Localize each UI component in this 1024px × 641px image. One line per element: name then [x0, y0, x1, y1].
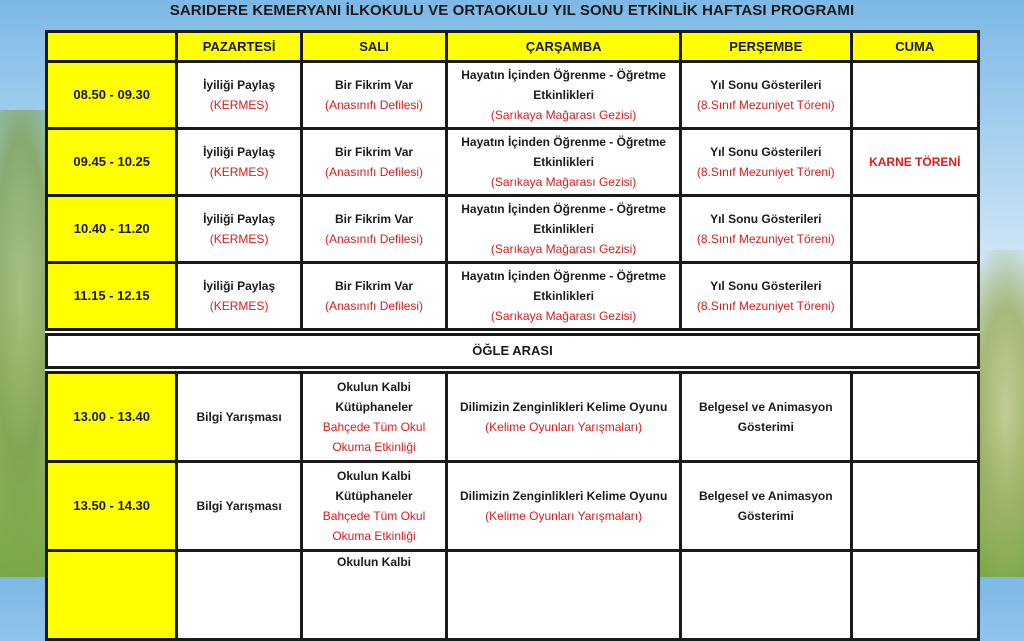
- monday-cell: Bilgi Yarışması: [177, 373, 301, 462]
- monday-cell: İyiliği Paylaş (KERMES): [177, 129, 301, 196]
- thursday-cell: Belgesel ve Animasyon Gösterimi: [681, 373, 852, 462]
- tuesday-cell: Bir Fikrim Var (Anasınıfı Defilesi): [301, 196, 446, 263]
- table-row: [47, 62, 979, 129]
- table-row: [47, 551, 979, 640]
- table-row: [47, 196, 979, 263]
- monday-cell: İyiliği Paylaş (KERMES): [177, 62, 301, 129]
- wednesday-cell: Hayatın İçinden Öğrenme - Öğretme Etkinlikleri (Sarıkaya Mağarası Gezisi): [447, 196, 681, 263]
- wednesday-cell: Dilimizin Zenginlikleri Kelime Oyunu (Kelime Oyunları Yarışmaları): [447, 462, 681, 551]
- tuesday-cell: Okulun Kalbi Kütüphaneler Bahçede Tüm Okul Okuma Etkinliği: [301, 462, 446, 551]
- time-cell: 08.50 - 09.30: [47, 62, 177, 129]
- time-cell: 09.45 - 10.25: [47, 129, 177, 196]
- thursday-cell: Yıl Sonu Gösterileri (8.Sınıf Mezuniyet Töreni): [681, 263, 852, 330]
- lunch-label: ÖĞLE ARASI: [47, 335, 979, 368]
- friday-cell: [851, 196, 978, 263]
- schedule-table: [45, 30, 980, 641]
- header-wednesday: ÇARŞAMBA: [447, 32, 681, 62]
- thursday-cell: Yıl Sonu Gösterileri (8.Sınıf Mezuniyet Töreni): [681, 196, 852, 263]
- thursday-cell: Yıl Sonu Gösterileri (8.Sınıf Mezuniyet Töreni): [681, 62, 852, 129]
- header-friday: CUMA: [851, 32, 978, 62]
- time-cell: [47, 551, 177, 640]
- header-thursday: PERŞEMBE: [681, 32, 852, 62]
- wednesday-cell: Dilimizin Zenginlikleri Kelime Oyunu (Kelime Oyunları Yarışmaları): [447, 373, 681, 462]
- karne-toreni-label: KARNE TÖRENİ: [869, 155, 961, 169]
- thursday-cell: Yıl Sonu Gösterileri (8.Sınıf Mezuniyet Töreni): [681, 129, 852, 196]
- header-row: [47, 32, 979, 62]
- time-cell: 10.40 - 11.20: [47, 196, 177, 263]
- friday-cell: [851, 263, 978, 330]
- friday-cell: [851, 551, 978, 640]
- table-row: [47, 129, 979, 196]
- thursday-cell: Belgesel ve Animasyon Gösterimi: [681, 462, 852, 551]
- table-row: [47, 373, 979, 462]
- header-monday: PAZARTESİ: [177, 32, 301, 62]
- monday-cell: Bilgi Yarışması: [177, 462, 301, 551]
- header-corner: [47, 32, 177, 62]
- friday-cell: [851, 62, 978, 129]
- monday-cell: İyiliği Paylaş (KERMES): [177, 263, 301, 330]
- tuesday-cell: Bir Fikrim Var (Anasınıfı Defilesi): [301, 263, 446, 330]
- time-cell: 11.15 - 12.15: [47, 263, 177, 330]
- wednesday-cell: Hayatın İçinden Öğrenme - Öğretme Etkinlikleri (Sarıkaya Mağarası Gezisi): [447, 263, 681, 330]
- friday-cell: [851, 373, 978, 462]
- lunch-row: [47, 335, 979, 368]
- tuesday-cell: Okulun Kalbi: [301, 551, 446, 640]
- tuesday-cell: Okulun Kalbi Kütüphaneler Bahçede Tüm Okul Okuma Etkinliği: [301, 373, 446, 462]
- table-row: [47, 462, 979, 551]
- page-title: SARIDERE KEMERYANI İLKOKULU VE ORTAOKULU YIL SONU ETKİNLİK HAFTASI PROGRAMI: [169, 2, 855, 19]
- thursday-cell: [681, 551, 852, 640]
- monday-cell: İyiliği Paylaş (KERMES): [177, 196, 301, 263]
- friday-cell: [851, 129, 978, 196]
- header-tuesday: SALI: [301, 32, 446, 62]
- wednesday-cell: [447, 551, 681, 640]
- tuesday-cell: Bir Fikrim Var (Anasınıfı Defilesi): [301, 62, 446, 129]
- wednesday-cell: Hayatın İçinden Öğrenme - Öğretme Etkinlikleri (Sarıkaya Mağarası Gezisi): [447, 129, 681, 196]
- wednesday-cell: Hayatın İçinden Öğrenme - Öğretme Etkinlikleri (Sarıkaya Mağarası Gezisi): [447, 62, 681, 129]
- tuesday-cell: Bir Fikrim Var (Anasınıfı Defilesi): [301, 129, 446, 196]
- time-cell: 13.00 - 13.40: [47, 373, 177, 462]
- time-cell: 13.50 - 14.30: [47, 462, 177, 551]
- monday-cell: [177, 551, 301, 640]
- friday-cell: [851, 462, 978, 551]
- table-row: [47, 263, 979, 330]
